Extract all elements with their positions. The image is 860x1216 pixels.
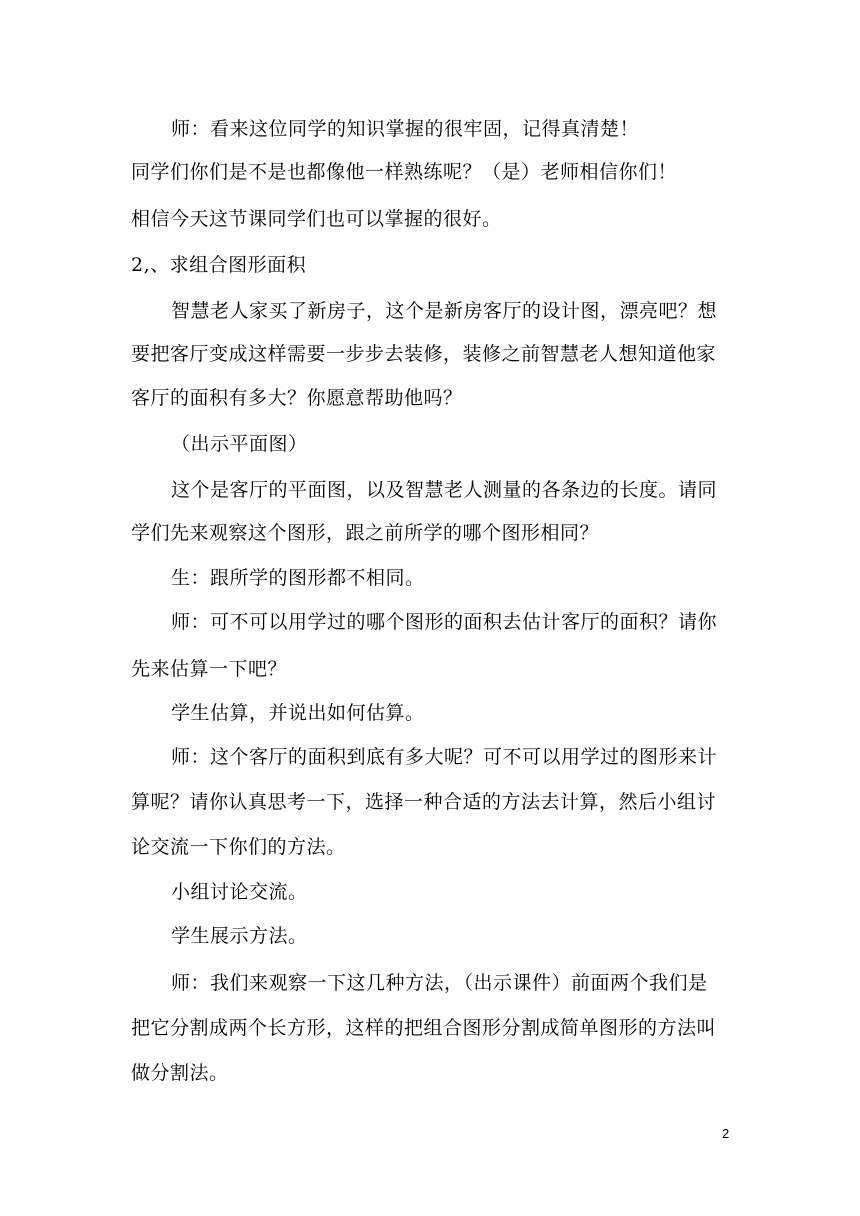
text-line: 师：这个客厅的面积到底有多大呢？可不可以用学过的图形来计	[171, 746, 718, 768]
text-line: 做分割法。	[131, 1062, 229, 1084]
text-line: 师：看来这位同学的知识掌握的很牢固，记得真清楚！	[171, 118, 640, 140]
text-line: 师：我们来观察一下这几种方法，（出示课件）前面两个我们是	[171, 972, 708, 994]
text-line: 相信今天这节课同学们也可以掌握的很好。	[131, 208, 502, 230]
text-line: 师：可不可以用学过的哪个图形的面积去估计客厅的面积？请你	[171, 611, 718, 633]
text-line: 先来估算一下吧？	[131, 658, 288, 680]
text-line: 算呢？请你认真思考一下，选择一种合适的方法去计算，然后小组讨	[131, 791, 717, 813]
text-line: 学生估算，并说出如何估算。	[171, 702, 425, 724]
page-number: 2	[722, 1126, 730, 1141]
text-line: 学们先来观察这个图形，跟之前所学的哪个图形相同？	[131, 522, 600, 544]
text-line: 小组讨论交流。	[171, 881, 308, 903]
text-line: （出示平面图）	[171, 433, 308, 455]
text-line: 要把客厅变成这样需要一步步去装修，装修之前智慧老人想知道他家	[131, 343, 717, 365]
text-line: 生：跟所学的图形都不相同。	[171, 567, 425, 589]
section-heading: 2,、求组合图形面积	[131, 254, 307, 276]
text-line: 同学们你们是不是也都像他一样熟练呢？（是）老师相信你们！	[131, 161, 678, 183]
text-line: 这个是客厅的平面图，以及智慧老人测量的各条边的长度。请同	[171, 479, 718, 501]
text-line: 学生展示方法。	[171, 925, 308, 947]
text-line: 把它分割成两个长方形，这样的把组合图形分割成简单图形的方法叫	[131, 1017, 717, 1039]
text-line: 智慧老人家买了新房子，这个是新房客厅的设计图，漂亮吧？想	[171, 300, 718, 322]
text-line: 论交流一下你们的方法。	[131, 836, 346, 858]
text-line: 客厅的面积有多大？你愿意帮助他吗？	[131, 387, 463, 409]
